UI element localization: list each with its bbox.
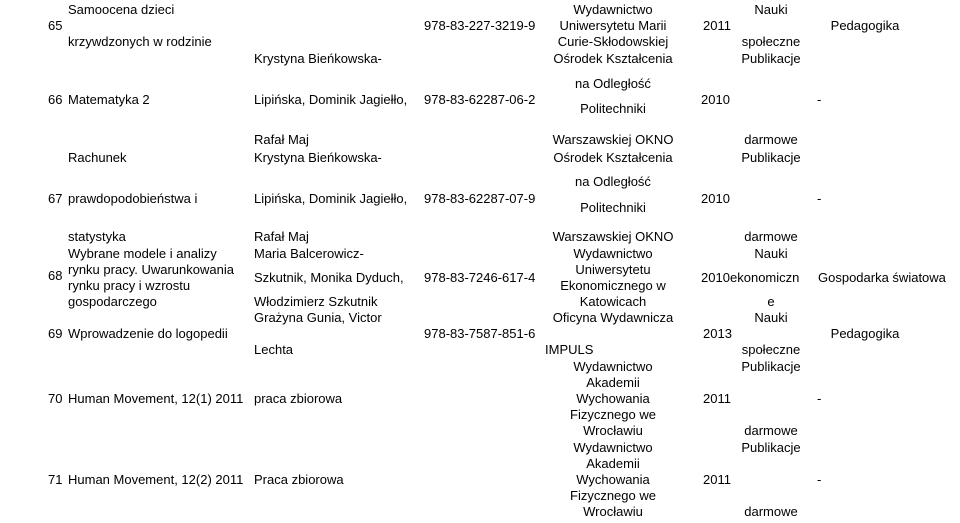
title-line: rynku pracy i wzrostu bbox=[68, 278, 191, 293]
category: - bbox=[817, 191, 822, 206]
year: 2011 bbox=[703, 391, 731, 406]
type-line: darmowe bbox=[744, 229, 798, 244]
author-line: Włodzimierz Szkutnik bbox=[254, 294, 378, 309]
row-number: 69 bbox=[48, 326, 63, 341]
publisher-line: Uniwersytetu Marii bbox=[559, 18, 667, 33]
type-line: Publikacje bbox=[741, 359, 801, 374]
row-number: 71 bbox=[48, 472, 63, 487]
type-line: darmowe bbox=[744, 504, 798, 519]
publisher-line: Politechniki bbox=[580, 101, 646, 116]
publisher-line: Wychowania bbox=[576, 472, 650, 487]
title-line: Wprowadzenie do logopedii bbox=[68, 326, 228, 341]
publisher-line: Fizycznego we bbox=[570, 488, 656, 503]
row-number: 68 bbox=[48, 268, 63, 283]
isbn: 978-83-7587-851-6 bbox=[424, 326, 536, 341]
publisher-line: Wychowania bbox=[576, 391, 650, 406]
title-line: gospodarczego bbox=[68, 294, 157, 309]
type-line: społeczne bbox=[741, 342, 801, 357]
publisher-line: Wrocławiu bbox=[583, 423, 643, 438]
author-line: praca zbiorowa bbox=[254, 391, 343, 406]
isbn: 978-83-62287-06-2 bbox=[424, 92, 536, 107]
row-number: 65 bbox=[48, 18, 63, 33]
publisher-line: Politechniki bbox=[580, 200, 646, 215]
type-line: e bbox=[767, 294, 775, 309]
publisher-line: na Odległość bbox=[575, 174, 651, 189]
publisher-line: Akademii bbox=[586, 456, 640, 471]
author-line: Lechta bbox=[254, 342, 294, 357]
type-line: Publikacje bbox=[741, 150, 801, 165]
author-line: Krystyna Bieńkowska- bbox=[254, 51, 382, 66]
category: Pedagogika bbox=[830, 326, 900, 341]
author-line: Rafał Maj bbox=[254, 132, 309, 147]
title-line: statystyka bbox=[68, 229, 126, 244]
category: Pedagogika bbox=[830, 18, 900, 33]
author-line: Grażyna Gunia, Victor bbox=[254, 310, 382, 325]
publisher-line: Wydawnictwo bbox=[573, 2, 653, 17]
type-line: Publikacje bbox=[741, 440, 801, 455]
row-number: 66 bbox=[48, 92, 63, 107]
title-line: Matematyka 2 bbox=[68, 92, 150, 107]
author-line: Lipińska, Dominik Jagiełło, bbox=[254, 92, 408, 107]
title-line: krzywdzonych w rodzinie bbox=[68, 34, 212, 49]
type-line: Nauki bbox=[754, 246, 788, 261]
publisher-line: IMPULS bbox=[545, 342, 594, 357]
publisher-line: Warszawskiej OKNO bbox=[552, 132, 674, 147]
publisher-line: Ośrodek Kształcenia bbox=[553, 51, 673, 66]
publisher-line: Wydawnictwo bbox=[573, 359, 653, 374]
year: 2013 bbox=[703, 326, 732, 341]
publisher-line: Oficyna Wydawnicza bbox=[552, 310, 674, 325]
isbn: 978-83-227-3219-9 bbox=[424, 18, 536, 33]
year: 2010 bbox=[701, 191, 730, 206]
type-line: Publikacje bbox=[741, 51, 801, 66]
title-line: Wybrane modele i analizy bbox=[68, 246, 217, 261]
type-line: ekonomiczn bbox=[730, 270, 800, 285]
title-line: rynku pracy. Uwarunkowania bbox=[68, 262, 234, 277]
author-line: Lipińska, Dominik Jagiełło, bbox=[254, 191, 408, 206]
publisher-line: na Odległość bbox=[575, 76, 651, 91]
title-line: Human Movement, 12(2) 2011 bbox=[68, 472, 244, 487]
publisher-line: Fizycznego we bbox=[570, 407, 656, 422]
publisher-line: Ośrodek Kształcenia bbox=[553, 150, 673, 165]
author-line: Maria Balcerowicz- bbox=[254, 246, 364, 261]
publisher-line: Akademii bbox=[586, 375, 640, 390]
year: 2011 bbox=[703, 18, 731, 33]
category: - bbox=[817, 391, 822, 406]
publisher-line: Wydawnictwo bbox=[573, 246, 653, 261]
author-line: Krystyna Bieńkowska- bbox=[254, 150, 382, 165]
year: 2010 bbox=[701, 270, 730, 285]
publisher-line: Curie-Skłodowskiej bbox=[557, 34, 669, 49]
title-line: Human Movement, 12(1) 2011 bbox=[68, 391, 244, 406]
type-line: Nauki bbox=[754, 2, 788, 17]
title-line: prawdopodobieństwa i bbox=[68, 191, 198, 206]
author-line: Praca zbiorowa bbox=[254, 472, 344, 487]
category: - bbox=[817, 472, 822, 487]
publisher-line: Wrocławiu bbox=[583, 504, 643, 519]
publisher-line: Katowicach bbox=[579, 294, 647, 309]
row-number: 67 bbox=[48, 191, 63, 206]
publisher-line: Warszawskiej OKNO bbox=[552, 229, 674, 244]
type-line: darmowe bbox=[744, 132, 798, 147]
type-line: Nauki bbox=[754, 310, 788, 325]
publisher-line: Uniwersytetu bbox=[575, 262, 651, 277]
type-line: społeczne bbox=[741, 34, 801, 49]
category: - bbox=[817, 92, 822, 107]
year: 2011 bbox=[703, 472, 731, 487]
publisher-line: Ekonomicznego w bbox=[560, 278, 666, 293]
year: 2010 bbox=[701, 92, 730, 107]
type-line: darmowe bbox=[744, 423, 798, 438]
title-line: Rachunek bbox=[68, 150, 127, 165]
category: Gospodarka światowa bbox=[818, 270, 946, 285]
isbn: 978-83-7246-617-4 bbox=[424, 270, 536, 285]
author-line: Rafał Maj bbox=[254, 229, 309, 244]
title-line: Samoocena dzieci bbox=[68, 2, 175, 17]
isbn: 978-83-62287-07-9 bbox=[424, 191, 536, 206]
row-number: 70 bbox=[48, 391, 63, 406]
publisher-line: Wydawnictwo bbox=[573, 440, 653, 455]
author-line: Szkutnik, Monika Dyduch, bbox=[254, 270, 404, 285]
